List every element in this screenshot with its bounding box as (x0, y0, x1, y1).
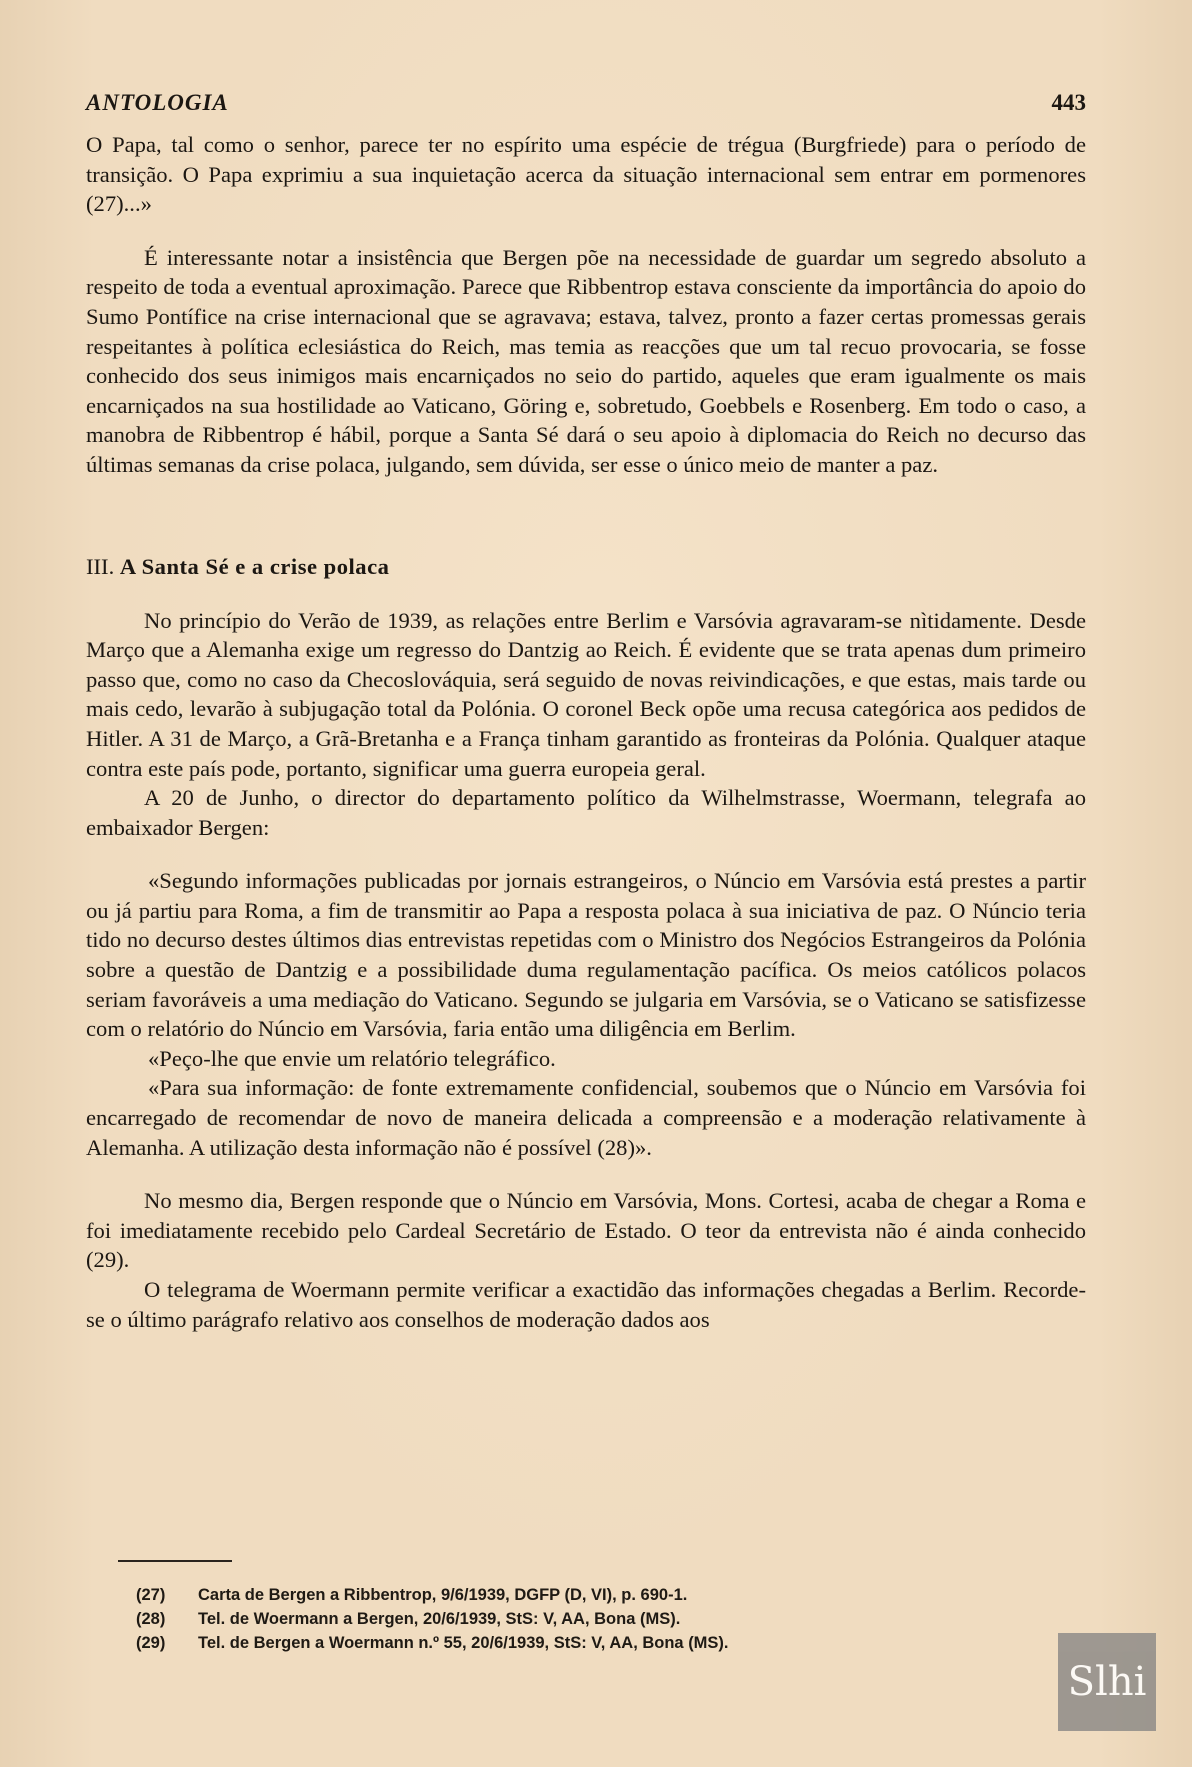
paragraph-context: No princípio do Verão de 1939, as relações entre Berlim e Varsóvia agravaram-se nìtidamente. Desde Março que a Alemanha exige um regresso do Dantzig ao Reich. É evidente que se trata apenas dum primeiro passo que, como no caso da Checoslováquia, será seguido de novas reivindicações, e que estas, mais tarde ou mais cedo, levarão à subjugação total da Polónia. O coronel Beck opõe uma recusa categórica aos pedidos de Hitler. A 31 de Março, a Grã-Bretanha e a França tinham garantido as fronteiras da Polónia. Qualquer ataque contra este país pode, portanto, significar uma guerra europeia geral. (86, 607, 1086, 781)
paragraph-quote-end: O Papa, tal como o senhor, parece ter no espírito uma espécie de trégua (Burgfriede) para o período de transição. O Papa exprimiu a sua inquietação acerca da situação internacional sem entrar em pormenores (27)...» (86, 132, 1086, 217)
section-heading (86, 552, 1086, 582)
paragraph-verification: O telegrama de Woermann permite verificar a exactidão das informações chegadas a Berlim. Recorde-se o último parágrafo relativo aos conselhos de moderação dados aos (86, 1277, 1086, 1332)
footnote-item (136, 1607, 1036, 1631)
page-header (86, 90, 1086, 130)
paragraph-telegram-intro: A 20 de Junho, o director do departamento político da Wilhelmstrasse, Woermann, telegrafa ao embaixador Bergen: (86, 785, 1086, 840)
footnote-item (136, 1583, 1036, 1607)
paragraph-commentary: É interessante notar a insistência que Bergen põe na necessidade de guardar um segredo absoluto a respeito de toda a eventual aproximação. Parece que Ribbentrop estava consciente da importância do apoio do Sumo Pontífice na crise internacional que se agravava; estava, talvez, pronto a fazer certas promessas gerais respeitantes à política eclesiástica do Reich, mas temia as reacções que um tal recuo provocaria, se fosse conhecido dos seus inimigos mais encarniçados no seio do partido, aqueles que eram igualmente os mais encarniçados na sua hostilidade ao Vaticano, Göring e, sobretudo, Goebbels e Rosenberg. Em todo o caso, a manobra de Ribbentrop é hábil, porque a Santa Sé dará o seu apoio à diplomacia do Reich no decurso das últimas semanas da crise polaca, julgando, sem dúvida, ser esse o único meio de manter a paz. (86, 244, 1086, 477)
quote-telegram-2: «Peço-lhe que envie um relatório telegráfico. (148, 1045, 556, 1071)
footnotes (136, 1583, 1036, 1655)
footnote-item (136, 1631, 1036, 1655)
footnote-text: Tel. de Bergen a Woermann n.º 55, 20/6/1939, StS: V, AA, Bona (MS). (198, 1634, 729, 1652)
running-head: ANTOLOGIA (86, 90, 229, 115)
footnote-divider (118, 1560, 232, 1562)
quote-telegram-1: «Segundo informações publicadas por jornais estrangeiros, o Núncio em Varsóvia está prestes a partir ou já partiu para Roma, a fim de transmitir ao Papa a resposta polaca à sua iniciativa de paz. O Núncio teria tido no decurso destes últimos dias entrevistas repetidas com o Ministro dos Negócios Estrangeiros da Polónia sobre a questão de Dantzig e a possibilidade duma regulamentação pacífica. Os meios católicos polacos seriam favoráveis a uma mediação do Vaticano. Segundo se julgaria em Varsóvia, se o Vaticano se satisfizesse com o relatório do Núncio em Varsóvia, faria então uma diligência em Berlim. (86, 868, 1086, 1042)
quote-telegram-3: «Para sua informação: de fonte extremamente confidencial, soubemos que o Núncio em Varsóvia foi encarregado de recomendar de novo de maneira delicada a compreensão e a moderação relativamente à Alemanha. A utilização desta informação não é possível (28)». (86, 1075, 1086, 1160)
page-content (86, 90, 1086, 1334)
publisher-logo: Slhi (1058, 1633, 1156, 1731)
footnote-mark: (28) (136, 1610, 166, 1628)
footnote-text: Carta de Bergen a Ribbentrop, 9/6/1939, DGFP (D, VI), p. 690-1. (198, 1586, 688, 1604)
footnote-mark: (29) (136, 1634, 166, 1652)
section-title: A Santa Sé e a crise polaca (119, 553, 390, 579)
footnote-mark: (27) (136, 1586, 166, 1604)
section-number: III. (86, 553, 115, 579)
paragraph-response: No mesmo dia, Bergen responde que o Núncio em Varsóvia, Mons. Cortesi, acaba de chegar a Roma e foi imediatamente recebido pelo Cardeal Secretário de Estado. O teor da entrevista não é ainda conhecido (29). (86, 1188, 1086, 1273)
footnote-text: Tel. de Woermann a Bergen, 20/6/1939, StS: V, AA, Bona (MS). (198, 1610, 681, 1628)
page-number: 443 (1051, 90, 1086, 115)
